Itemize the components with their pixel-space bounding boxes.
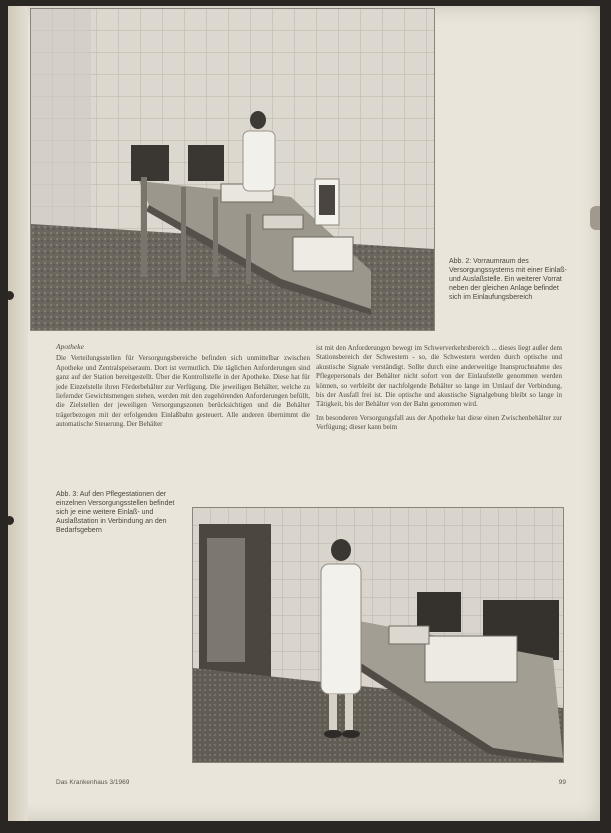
photo-nurse-station — [192, 507, 564, 763]
paragraph: Die Verteilungsstellen für Versorgungsbereiche befinden sich unmittelbar zwischen Apotheke und Zentralspeiseraum. Dort ist vermutlich. Die täglichen Anforderungen sind ganz auf der Station bereitgestellt. Über die Kontrollstelle in der Apotheke. Diese hat für jede Einzelstelle ihren Förderbehälter zur Verfügung. Die jeweiligen Behälter, welche zu liefernder Gewichtsmengen stehen, werden mit den zugehörenden Anforderungen befüllt, die Zielstellen der jeweiligen Versorgungszonen berücksichtigen und die Behälter trägerbezogen mit der erfolgenden Einlaßbahn gesteuert. Alle anderen übernimmt die automatische Steuerung. Der Behälter — [56, 354, 310, 429]
text-column-left — [56, 342, 310, 434]
section-heading: Apotheke — [56, 342, 84, 351]
text-column-right — [316, 344, 562, 437]
punch-hole — [5, 516, 14, 525]
photo-conveyor-room — [30, 8, 435, 331]
caption-figure-3: Abb. 3: Auf den Pflegestationen der einzelnen Versorgungsstellen befindet sich je eine weitere Einlaß- und Auslaßstation in Verbindung an den Bedarfsgebern — [56, 491, 175, 534]
paragraph: Im besonderen Versorgungsfall aus der Apotheke hat diese einen Zwischenbehälter zur Verfügung; dieser kann beim — [316, 413, 562, 432]
publication-name: Das Krankenhaus 3/1969 — [56, 779, 130, 786]
page-edge-mark — [590, 206, 600, 230]
page-spine — [8, 6, 28, 821]
caption-figure-2: Abb. 2: Vorraumraum des Versorgungssystems mit einer Einlaß- und Auslaßstelle. Ein weiterer Vorrat neben der gleichen Anlage befindet sich im Einlaufungsbereich — [449, 258, 567, 301]
page-number: 99 — [558, 779, 566, 786]
paragraph: ist mit den Anforderungen bewegt im Schwerverkehrsbereich ... dieses liegt außer dem Stationsbereich der Schwestern - so, die Schwestern werden durch optische und akustische Signale verständigt. Sollte durch eine anderweitige Inanspruchnahme des Pflegepersonals der Behälter nicht sofort von der Einlaufstelle genommen werden können, so verbleibt der nachfolgende Behälter so lange im Umlauf der Verbindung, bis der Ausfall frei ist. Die optische und akustische Signalgebung bleibt so lange in Tätigkeit, bis der Behälter von der Bahn genommen wird. — [316, 344, 562, 409]
page-footer — [56, 779, 566, 786]
punch-hole — [5, 291, 14, 300]
magazine-page — [8, 6, 600, 821]
